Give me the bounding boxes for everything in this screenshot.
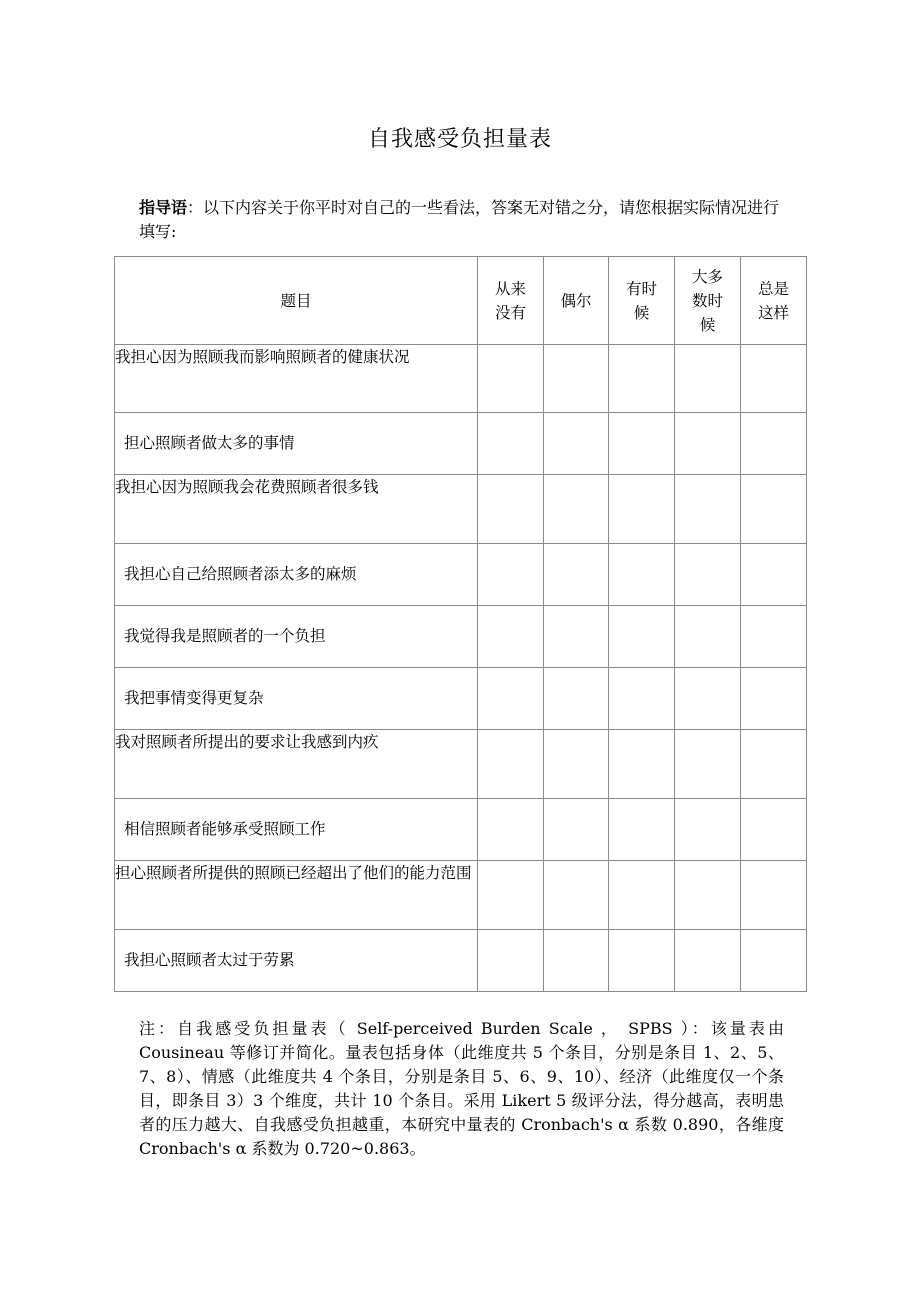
answer-cell[interactable] [478,413,544,475]
answer-cell[interactable] [544,861,609,930]
answer-cell[interactable] [675,861,741,930]
answer-cell[interactable] [478,668,544,730]
page-title: 自我感受负担量表 [367,127,552,152]
item-text: 担心照顾者所提供的照顾已经超出了他们的能力范围 [115,861,478,930]
answer-cell[interactable] [741,475,807,544]
table-row [115,930,807,992]
answer-cell[interactable] [544,475,609,544]
item-text: 我担心因为照顾我会花费照顾者很多钱 [115,475,478,544]
answer-cell[interactable] [675,544,741,606]
answer-cell[interactable] [675,799,741,861]
table-row [115,345,807,413]
answer-cell[interactable] [544,799,609,861]
answer-cell[interactable] [741,930,807,992]
instructions-label: 指导语 [139,198,188,217]
answer-cell[interactable] [609,668,675,730]
table-row [115,475,807,544]
answer-cell[interactable] [741,345,807,413]
answer-cell[interactable] [609,345,675,413]
answer-cell[interactable] [478,606,544,668]
table-row [115,799,807,861]
answer-cell[interactable] [741,861,807,930]
answer-cell[interactable] [741,668,807,730]
burden-scale-table [114,256,807,992]
answer-cell[interactable] [478,475,544,544]
item-text: 我担心自己给照顾者添太多的麻烦 [115,544,478,606]
answer-cell[interactable] [741,799,807,861]
option-header-never: 从来没有 [478,257,544,345]
header-row [115,257,807,345]
answer-cell[interactable] [544,544,609,606]
answer-cell[interactable] [544,668,609,730]
answer-cell[interactable] [544,413,609,475]
item-column-header: 题目 [115,257,478,345]
answer-cell[interactable] [741,544,807,606]
answer-cell[interactable] [675,345,741,413]
item-text: 我担心因为照顾我而影响照顾者的健康状况 [115,345,478,413]
item-text: 我把事情变得更复杂 [115,668,478,730]
answer-cell[interactable] [675,730,741,799]
answer-cell[interactable] [609,799,675,861]
answer-cell[interactable] [675,606,741,668]
instructions-text: ：以下内容关于你平时对自己的一些看法，答案无对错之分，请您根据实际情况进行填写: [139,198,780,241]
table-row [115,413,807,475]
option-header-most-of-the-time: 大多数时候 [675,257,741,345]
answer-cell[interactable] [609,606,675,668]
instructions [139,196,789,244]
item-text: 我对照顾者所提出的要求让我感到内疚 [115,730,478,799]
table-row [115,668,807,730]
answer-cell[interactable] [609,730,675,799]
scale-note: 注：自我感受负担量表（ Self-perceived Burden Scale ， SPBS ）：该量表由 Cousineau 等修订并简化。量表包括身体（此维度共 5 个条目，分别是条目 1、2、5、7、8）、情感（此维度共 4 个条目，分别是条目 5、6、9、10）、经济（此维度仅一个条目，即条目 3）3 个维度，共计 10 个条目。采用 Likert 5 级评分法，得分越高，表明患者的压力越大、自我感受负担越重，本研究中量表的 Cronbach's α 系数 0.890，各维度 Cronbach's α 系数为 0.720~0.863。 [139,1019,784,1158]
answer-cell[interactable] [478,930,544,992]
item-text: 担心照顾者做太多的事情 [115,413,478,475]
option-header-occasionally: 偶尔 [544,257,609,345]
table-row [115,861,807,930]
answer-cell[interactable] [741,413,807,475]
answer-cell[interactable] [478,799,544,861]
answer-cell[interactable] [675,930,741,992]
answer-cell[interactable] [544,730,609,799]
item-text: 我觉得我是照顾者的一个负担 [115,606,478,668]
answer-cell[interactable] [609,544,675,606]
option-header-always: 总是这样 [741,257,807,345]
answer-cell[interactable] [544,930,609,992]
answer-cell[interactable] [544,345,609,413]
answer-cell[interactable] [609,413,675,475]
answer-cell[interactable] [741,606,807,668]
answer-cell[interactable] [478,544,544,606]
table-row [115,730,807,799]
answer-cell[interactable] [609,930,675,992]
answer-cell[interactable] [675,475,741,544]
answer-cell[interactable] [609,861,675,930]
answer-cell[interactable] [478,345,544,413]
item-text: 相信照顾者能够承受照顾工作 [115,799,478,861]
option-header-sometimes: 有时候 [609,257,675,345]
answer-cell[interactable] [478,730,544,799]
answer-cell[interactable] [478,861,544,930]
answer-cell[interactable] [741,730,807,799]
answer-cell[interactable] [544,606,609,668]
item-text: 我担心照顾者太过于劳累 [115,930,478,992]
table-row [115,606,807,668]
answer-cell[interactable] [675,413,741,475]
table-row [115,544,807,606]
answer-cell[interactable] [609,475,675,544]
answer-cell[interactable] [675,668,741,730]
